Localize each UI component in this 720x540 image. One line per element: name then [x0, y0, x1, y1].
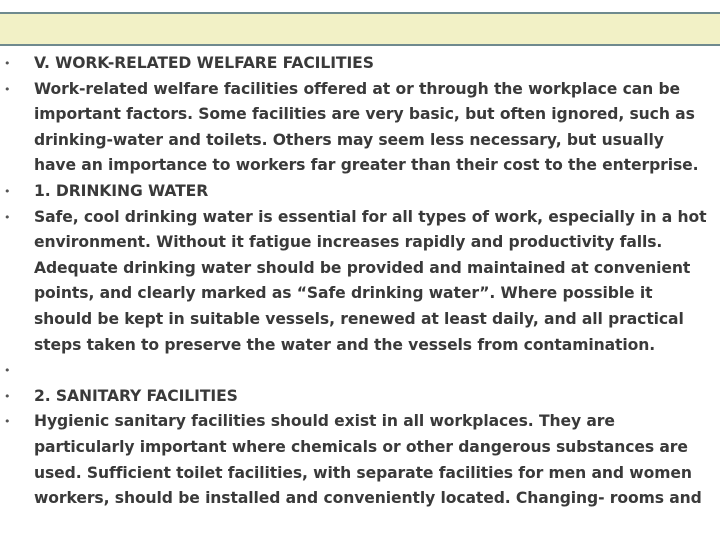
- bullet-item: [0, 77, 720, 179]
- bullet-icon: •: [4, 210, 11, 224]
- bullet-icon: •: [4, 415, 11, 429]
- bullet-icon: •: [4, 184, 11, 198]
- bullet-icon: •: [4, 364, 11, 378]
- section-heading-sanitary: 2. SANITARY FACILITIES: [34, 386, 238, 405]
- bullet-item: [0, 205, 720, 359]
- section-heading-welfare: V. WORK-RELATED WELFARE FACILITIES: [34, 54, 374, 72]
- bullet-item: [0, 51, 720, 77]
- header-band: [0, 12, 720, 46]
- bullet-icon: •: [4, 57, 11, 70]
- bullet-item: [0, 409, 720, 511]
- bullet-icon: •: [4, 82, 11, 96]
- bullet-list: [0, 51, 720, 512]
- section-heading-drinking-water: 1. DRINKING WATER: [34, 181, 209, 200]
- bullet-item: [0, 384, 720, 410]
- paragraph-sanitary: Hygienic sanitary facilities should exist in all workplaces. They are particularly important where chemicals or other dangerous substances are used. Sufficient toilet facilities, with separate facilities for men and women workers, should be installed and conveniently located. Changing- rooms and: [34, 412, 702, 508]
- bullet-item: [0, 179, 720, 205]
- paragraph-drinking-water: Safe, cool drinking water is essential for all types of work, especially in a hot environment. Without it fatigue increases rapidly and productivity falls. Adequate drinking water should be provided and maintained at convenient points, and clearly marked as “Safe drinking water”. Where possible it should be kept in suitable vessels, renewed at least daily, and all practical steps taken to preserve the water and the vessels from contamination.: [34, 207, 707, 354]
- paragraph-welfare-intro: Work-related welfare facilities offered at or through the workplace can be important factors. Some facilities are very basic, but often ignored, such as drinking-water and toilets. Others may seem less necessary, but usually have an importance to workers far greater than their cost to the enterprise.: [34, 79, 699, 175]
- bullet-icon: •: [4, 389, 11, 403]
- bullet-item: [0, 358, 720, 384]
